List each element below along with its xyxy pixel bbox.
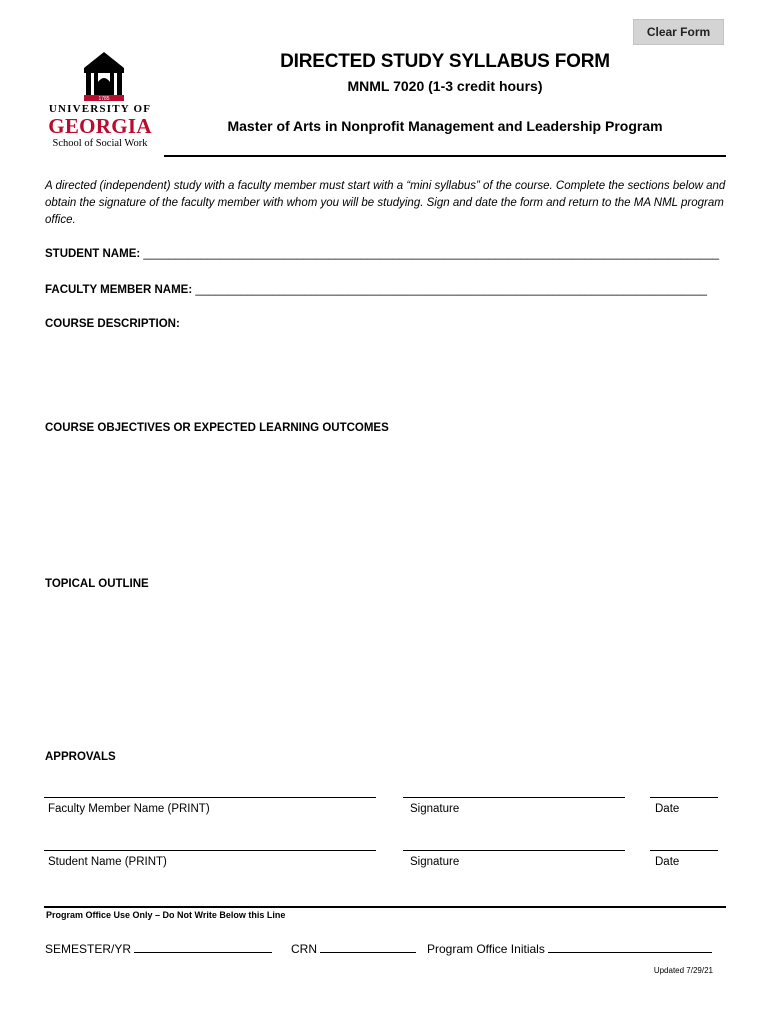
intro-text: A directed (independent) study with a faculty member must start with a “mini syllabus” of the course. Complete the sections below and obtain the signature of the faculty member with whom you will be studying. Sign and date the form and return to the MA NML program office.: [45, 180, 726, 226]
student-name-print-line[interactable]: [44, 850, 376, 851]
student-signature-caption: Signature: [410, 856, 460, 868]
objectives-label: COURSE OBJECTIVES OR EXPECTED LEARNING OUTCOMES: [45, 422, 389, 434]
program-name: Master of Arts in Nonprofit Management and Leadership Program: [227, 118, 663, 134]
crn-label: CRN: [291, 942, 317, 956]
initials-input[interactable]: [548, 942, 712, 953]
student-date-line[interactable]: [650, 850, 718, 851]
student-signature-line[interactable]: [403, 850, 625, 851]
faculty-name-label: FACULTY MEMBER NAME:: [45, 284, 193, 296]
arch-icon: [82, 46, 126, 102]
faculty-signature-line[interactable]: [403, 797, 625, 798]
semester-label: SEMESTER/YR: [45, 942, 132, 956]
faculty-date-caption: Date: [655, 803, 680, 815]
updated-date: Updated 7/29/21: [653, 966, 713, 975]
uga-logo: [44, 46, 164, 156]
semester-field: [45, 942, 272, 956]
initials-label: Program Office Initials: [427, 942, 545, 956]
student-name-field: STUDENT NAME: __________________________________________________________________________________________: [45, 248, 720, 260]
initials-field: [427, 942, 712, 956]
office-use-label: Program Office Use Only – Do Not Write Below this Line: [46, 910, 286, 920]
student-name-caption: Student Name (PRINT): [48, 856, 167, 868]
topical-outline-area[interactable]: [45, 596, 725, 742]
faculty-name-field: FACULTY MEMBER NAME: ________________________________________________________________________________: [45, 284, 708, 296]
course-subtitle: MNML 7020 (1-3 credit hours): [347, 78, 543, 94]
approvals-label: APPROVALS: [45, 751, 116, 763]
faculty-name-caption: Faculty Member Name (PRINT): [48, 803, 210, 815]
page-title: DIRECTED STUDY SYLLABUS FORM: [280, 51, 610, 72]
office-divider: [44, 906, 726, 908]
topical-outline-label: TOPICAL OUTLINE: [45, 578, 149, 590]
student-name-input[interactable]: [150, 243, 724, 259]
semester-input[interactable]: [134, 942, 272, 953]
header-divider: [164, 155, 726, 157]
objectives-area[interactable]: [45, 440, 725, 570]
faculty-name-input[interactable]: [200, 279, 724, 295]
course-description-area[interactable]: [45, 336, 725, 414]
course-description-label: COURSE DESCRIPTION:: [45, 318, 180, 330]
logo-georgia: GEORGIA: [48, 114, 152, 138]
faculty-name-print-line[interactable]: [44, 797, 376, 798]
logo-university-of: UNIVERSITY OF: [48, 103, 152, 115]
clear-form-button[interactable]: Clear Form: [633, 19, 724, 45]
student-name-label: STUDENT NAME:: [45, 248, 141, 260]
student-date-caption: Date: [655, 856, 680, 868]
crn-input[interactable]: [320, 942, 416, 953]
crn-field: [291, 942, 416, 956]
faculty-date-line[interactable]: [650, 797, 718, 798]
logo-year: 1785: [98, 96, 110, 102]
faculty-signature-caption: Signature: [410, 803, 460, 815]
logo-school: School of Social Work: [52, 138, 148, 149]
